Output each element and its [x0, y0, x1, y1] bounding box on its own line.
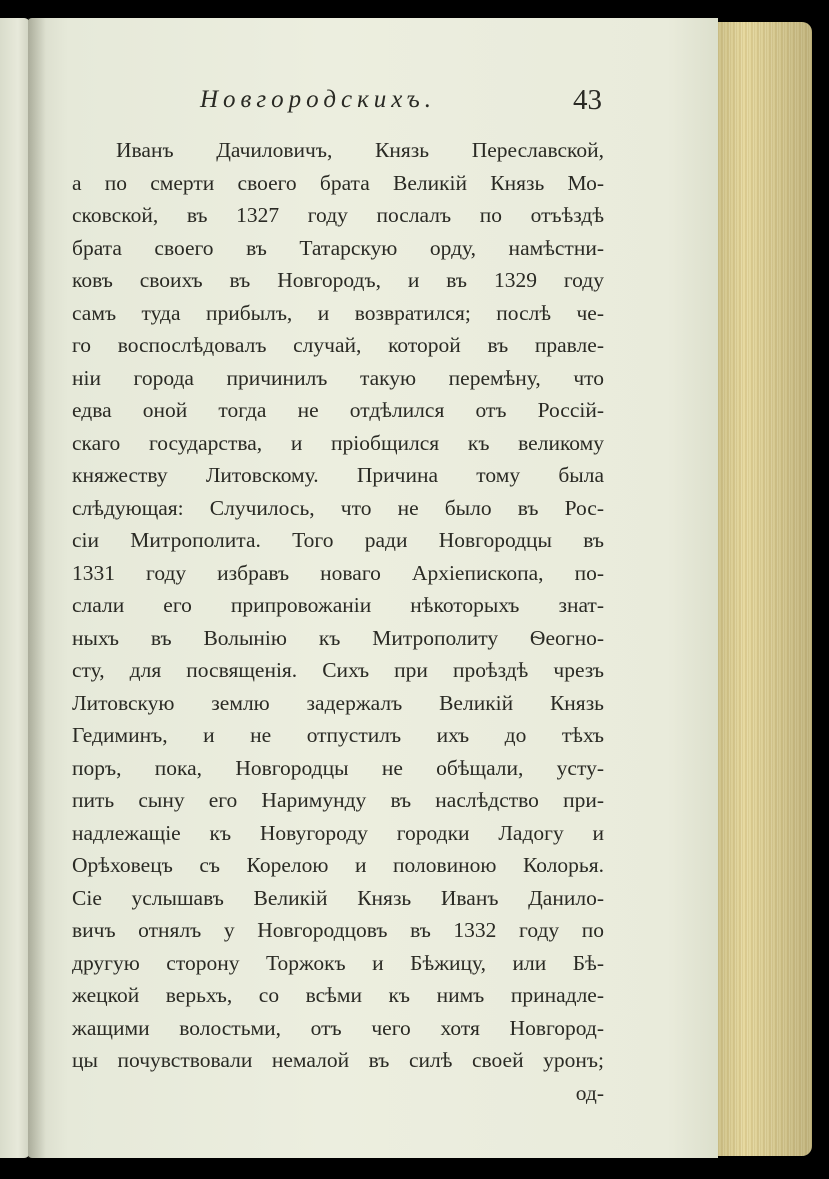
text-line: цы почувствовали немалой въ силѣ своей уронъ;	[72, 1048, 604, 1072]
text-line: слали его припровожаніи нѣкоторыхъ знат-	[72, 593, 604, 617]
body-text	[72, 134, 604, 1109]
text-line: Иванъ Дачиловичъ, Князь Переславской,	[116, 138, 604, 162]
text-line: го воспослѣдовалъ случай, которой въ правле-	[72, 333, 604, 357]
catchword: од-	[575, 1080, 604, 1105]
text-line: а по смерти своего брата Великій Князь Мо-	[72, 170, 604, 195]
text-line: Гедиминъ, и не отпустилъ ихъ до тѣхъ	[72, 723, 604, 747]
gutter-shadow	[28, 18, 46, 1158]
previous-page-edge	[0, 18, 30, 1158]
text-line: Сіе услышавъ Великій Князь Иванъ Данило-	[72, 885, 604, 910]
text-line: поръ, пока, Новгородцы не обѣщали, усту-	[72, 755, 604, 780]
text-line: сковской, въ 1327 году послалъ по отъѣздѣ	[72, 203, 604, 227]
text-line: ныхъ въ Волынію къ Митрополиту Ѳеогно-	[72, 625, 604, 650]
text-line: ніи города причинилъ такую перемѣну, что	[72, 365, 604, 390]
text-line: ковъ своихъ въ Новгородъ, и въ 1329 году	[72, 268, 604, 292]
text-line: надлежащіе къ Новугороду городки Ладогу и	[72, 820, 604, 845]
text-line: скаго государства, и пріобщился къ великому	[72, 430, 604, 455]
text-line: сту, для посвященія. Сихъ при проѣздѣ чрезъ	[72, 658, 604, 682]
text-line: княжеству Литовскому. Причина тому была	[72, 463, 604, 487]
text-line: самъ туда прибылъ, и возвратился; послѣ че-	[72, 300, 604, 325]
text-line: вичъ отнялъ у Новгородцовъ въ 1332 году по	[72, 918, 604, 942]
page-number: 43	[573, 84, 602, 116]
text-line: жащими волостьми, отъ чего хотя Новгород-	[72, 1015, 604, 1040]
page-content	[72, 82, 604, 1109]
text-line: слѣдующая: Случилось, что не было въ Рос-	[72, 495, 604, 520]
text-line: брата своего въ Татарскую орду, намѣстни-	[72, 235, 604, 260]
text-line: Литовскую землю задержалъ Великій Князь	[72, 690, 604, 715]
text-line: 1331 году избравъ новаго Архіепископа, по-	[72, 560, 604, 585]
text-line: сіи Митрополита. Того ради Новгородцы въ	[72, 528, 604, 552]
running-head-title: Новгородскихъ.	[200, 86, 436, 113]
text-line: едва оной тогда не отдѣлился отъ Россій-	[72, 398, 604, 422]
text-line: другую сторону Торжокъ и Бѣжицу, или Бѣ-	[72, 950, 604, 975]
text-line: пить сыну его Наримунду въ наслѣдство при-	[72, 788, 604, 812]
text-line: Орѣховецъ съ Корелою и половиною Колорья.	[72, 853, 604, 877]
running-head	[72, 82, 604, 128]
text-line: жецкой верьхъ, со всѣми къ нимъ принадле-	[72, 983, 604, 1007]
